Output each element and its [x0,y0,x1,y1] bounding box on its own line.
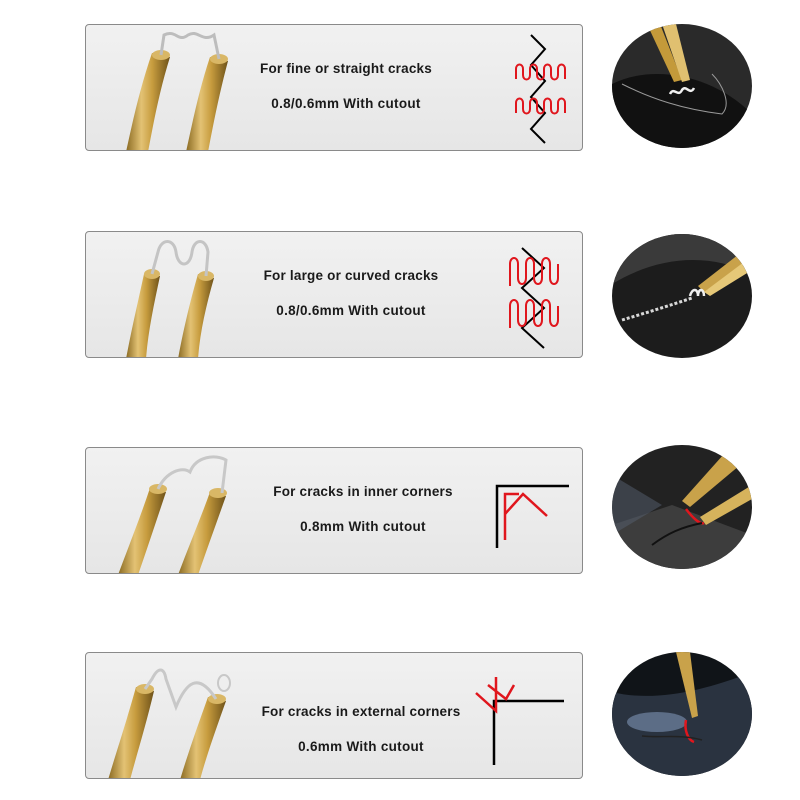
usage-photo-external-corners [612,652,752,776]
crack-zigzag-diagram [511,31,571,146]
text-block [258,484,468,534]
panel-title: For cracks in inner corners [273,484,453,499]
staple-card-external-corners [85,652,583,779]
text-block [246,61,446,111]
usage-photo-fine-cracks [612,24,752,148]
panel-title: For fine or straight cracks [260,61,432,76]
text-block [246,268,456,318]
external-corner-diagram [474,675,566,767]
panel-spec: 0.8/0.6mm With cutout [271,96,421,111]
usage-photo-large-cracks [612,234,752,358]
inner-corner-diagram [491,480,571,550]
panel-title: For cracks in external corners [261,704,461,719]
staple-card-fine-cracks [85,24,583,151]
panel-spec: 0.8mm With cutout [300,519,426,534]
usage-photo-inner-corners [612,445,752,569]
text-block [241,704,481,754]
crack-zigzag-diagram [506,242,566,352]
panel-spec: 0.6mm With cutout [298,739,424,754]
panel-title: For large or curved cracks [263,268,439,283]
panel-spec: 0.8/0.6mm With cutout [276,303,426,318]
staple-card-inner-corners [85,447,583,574]
staple-card-large-cracks [85,231,583,358]
